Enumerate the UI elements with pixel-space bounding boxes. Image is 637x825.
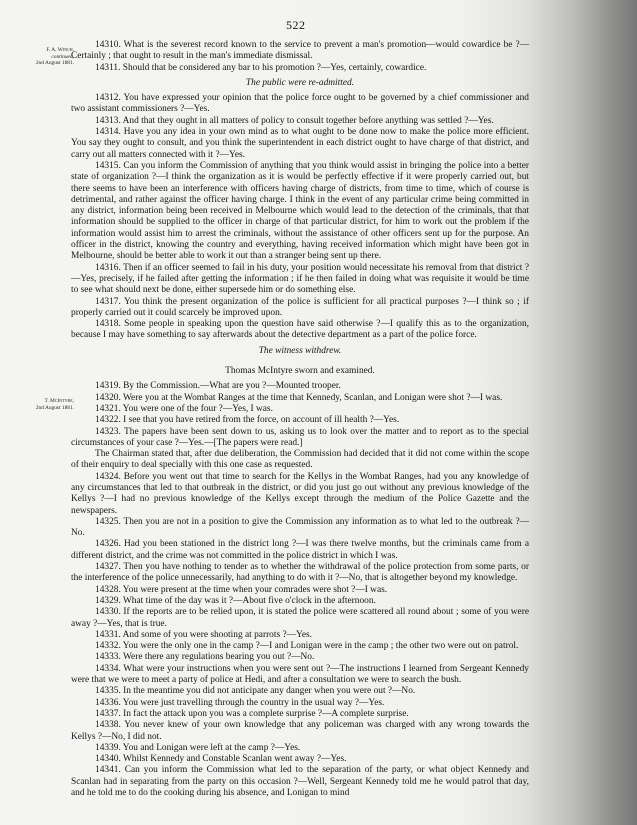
margin-note-date: 2nd August 1881.	[35, 60, 74, 67]
testimony-paragraph: 14338. You never knew of your own knowledge that any policeman was charged with any wrong towards the Kellys ?—No, I did not.	[71, 720, 529, 742]
testimony-paragraph: The Chairman stated that, after due deliberation, the Commission had decided that it did not come within the scope of their enquiry to deal specially with this one case as requested.	[71, 449, 529, 471]
testimony-paragraph: 14337. In fact the attack upon you was a complete surprise ?—A complete surprise.	[95, 708, 409, 719]
testimony-paragraph: 14336. You were just travelling through the country in the usual way ?—Yes.	[95, 697, 385, 708]
testimony-paragraph: 14324. Before you went out that time to search for the Kellys in the Wombat Ranges, had you any knowledge of any circumstances that led to that outbreak in the district, or did you just go out without any previous knowledge of the Kellys ?—I had no previous knowledge of the Kellys except through the medium of the Police Gazette and the newspapers.	[71, 471, 529, 516]
witness-heading: Thomas McIntyre sworn and examined.	[225, 366, 375, 377]
testimony-paragraph: 14321. You were one of the four ?—Yes, I was.	[95, 403, 273, 414]
testimony-paragraph: 14319. By the Commission.—What are you ?—Mounted trooper.	[95, 381, 341, 392]
section-note: The public were re-admitted.	[245, 77, 355, 88]
testimony-paragraph: 14310. What is the severest record known to the service to prevent a man's promotion—would cowardice be ?—Certainly ; that ought to result in the man's immediate dismissal.	[71, 40, 529, 62]
margin-note-name: F. A. Winch,	[46, 47, 74, 53]
page-number: 522	[286, 18, 306, 32]
section-note: The witness withdrew.	[258, 345, 342, 356]
testimony-paragraph: 14332. You were the only one in the camp ?—I and Lonigan were in the camp ; the other two were out on patrol.	[95, 641, 519, 652]
testimony-paragraph: 14339. You and Lonigan were left at the camp ?—Yes.	[95, 742, 301, 753]
testimony-paragraph: 14312. You have expressed your opinion that the police force ought to be governed by a chief commissioner and two assistant commissioners ?—Yes.	[71, 93, 529, 115]
testimony-paragraph: 14340. Whilst Kennedy and Constable Scanlan went away ?—Yes.	[95, 754, 347, 765]
testimony-paragraph: 14327. Then you have nothing to tender as to whether the withdrawal of the police protection from some parts, or the interference of the police unnecessarily, had anything to do with it ?—No, that is altogether beyond my knowledge.	[71, 562, 529, 584]
testimony-paragraph: 14331. And some of you were shooting at parrots ?—Yes.	[95, 629, 312, 640]
margin-note-name: T. McIntyre,	[44, 398, 74, 404]
testimony-paragraph: 14326. Had you been stationed in the district long ?—I was there twelve months, but the criminals came from a different district, and the crime was not committed in the police district in which I was.	[71, 539, 529, 561]
margin-note-winch	[14, 47, 74, 67]
testimony-paragraph: 14317. You think the present organization of the police is sufficient for all practical purposes ?—I think so ; if properly carried out it could scarcely be improved upon.	[71, 296, 529, 318]
testimony-paragraph: 14315. Can you inform the Commission of anything that you think would assist in bringing the police into a better state of organization ?—I think the organization as it is would be perfectly effective if it were properly carried out, but there seems to have been an interference with officers having charge of districts, from time to time, which of course is detrimental, and rather against the officer having charge. I think in the event of any particular crime being committed in any district, information being been received in Melbourne which would lead to the detection of the criminals, that that information should be supplied to the officer in charge of that particular district, for him to work out the problem if the information would assist him to arrest the criminals, without the assistance of other officers sent up for the purpose. An officer in the district, knowing the country and everything, having received information which might have been got in Melbourne, should be better able to work it out than a stranger being sent up there.	[71, 160, 529, 262]
testimony-paragraph: 14318. Some people in speaking upon the question have said otherwise ?—I qualify this as to the organization, because I may have something to say afterwards about the detective department as a part of the police force.	[71, 319, 529, 341]
testimony-paragraph: 14335. In the meantime you did not anticipate any danger when you were out ?—No.	[95, 686, 416, 697]
testimony-paragraph: 14333. Were there any regulations bearing you out ?—No.	[95, 652, 315, 663]
testimony-paragraph: 14313. And that they ought in all matters of policy to consult together before anything was settled ?—Yes.	[95, 115, 494, 126]
testimony-paragraph: 14322. I see that you have retired from the force, on account of ill health ?—Yes.	[95, 415, 400, 426]
testimony-paragraph: 14334. What were your instructions when you were sent out ?—The instructions I learned from Sergeant Kennedy were that we were to meet a party of police at Hedi, and after a consultation we were to search the bush.	[71, 663, 529, 686]
testimony-paragraph: 14328. You were present at the time when your comrades were shot ?—I was.	[95, 584, 388, 595]
page-body	[71, 40, 529, 799]
margin-note-mcintyre	[14, 398, 74, 411]
testimony-paragraph: 14311. Should that be considered any bar to his promotion ?—Yes, certainly, cowardice.	[95, 62, 427, 73]
testimony-paragraph: 14330. If the reports are to be relied upon, it is stated the police were scattered all round about ; some of you were away ?—Yes, that is true.	[71, 607, 529, 629]
testimony-paragraph: 14325. Then you are not in a position to give the Commission any information as to what led to the outbreak ?—No.	[71, 516, 529, 539]
testimony-paragraph: 14341. Can you inform the Commission what led to the separation of the party, or what object Kennedy and Scanlan had in separating from the party on this occasion ?—Well, Sergeant Kennedy told me he would patrol that day, and he told me to do the cooking during his absence, and Lonigan to mind	[71, 765, 529, 798]
testimony-paragraph: 14314. Have you any idea in your own mind as to what ought to be done now to make the police more efficient. You say they ought to consult, and you think the superintendent in each district ought to have charge of that district, and carry out all matters connected with it ?—Yes.	[71, 127, 529, 160]
testimony-paragraph: 14323. The papers have been sent down to us, asking us to look over the matter and to report as to the special circumstances of your case ?—Yes.—[The papers were read.]	[71, 426, 529, 448]
margin-note-status: continued,	[51, 53, 74, 60]
testimony-paragraph: 14320. Were you at the Wombat Ranges at the time that Kennedy, Scanlan, and Lonigan were shot ?—I was.	[95, 392, 503, 403]
testimony-paragraph: 14316. Then if an officer seemed to fail in his duty, your position would necessitate his removal from that district ?—Yes, precisely, if he failed after getting the information ; if he then failed in doing what was requisite it would be time to see what should next be done, either supersede him or do something else.	[71, 262, 529, 296]
testimony-paragraph: 14329. What time of the day was it ?—About five o'clock in the afternoon.	[95, 595, 376, 606]
margin-note-date: 2nd August 1881.	[35, 404, 74, 411]
